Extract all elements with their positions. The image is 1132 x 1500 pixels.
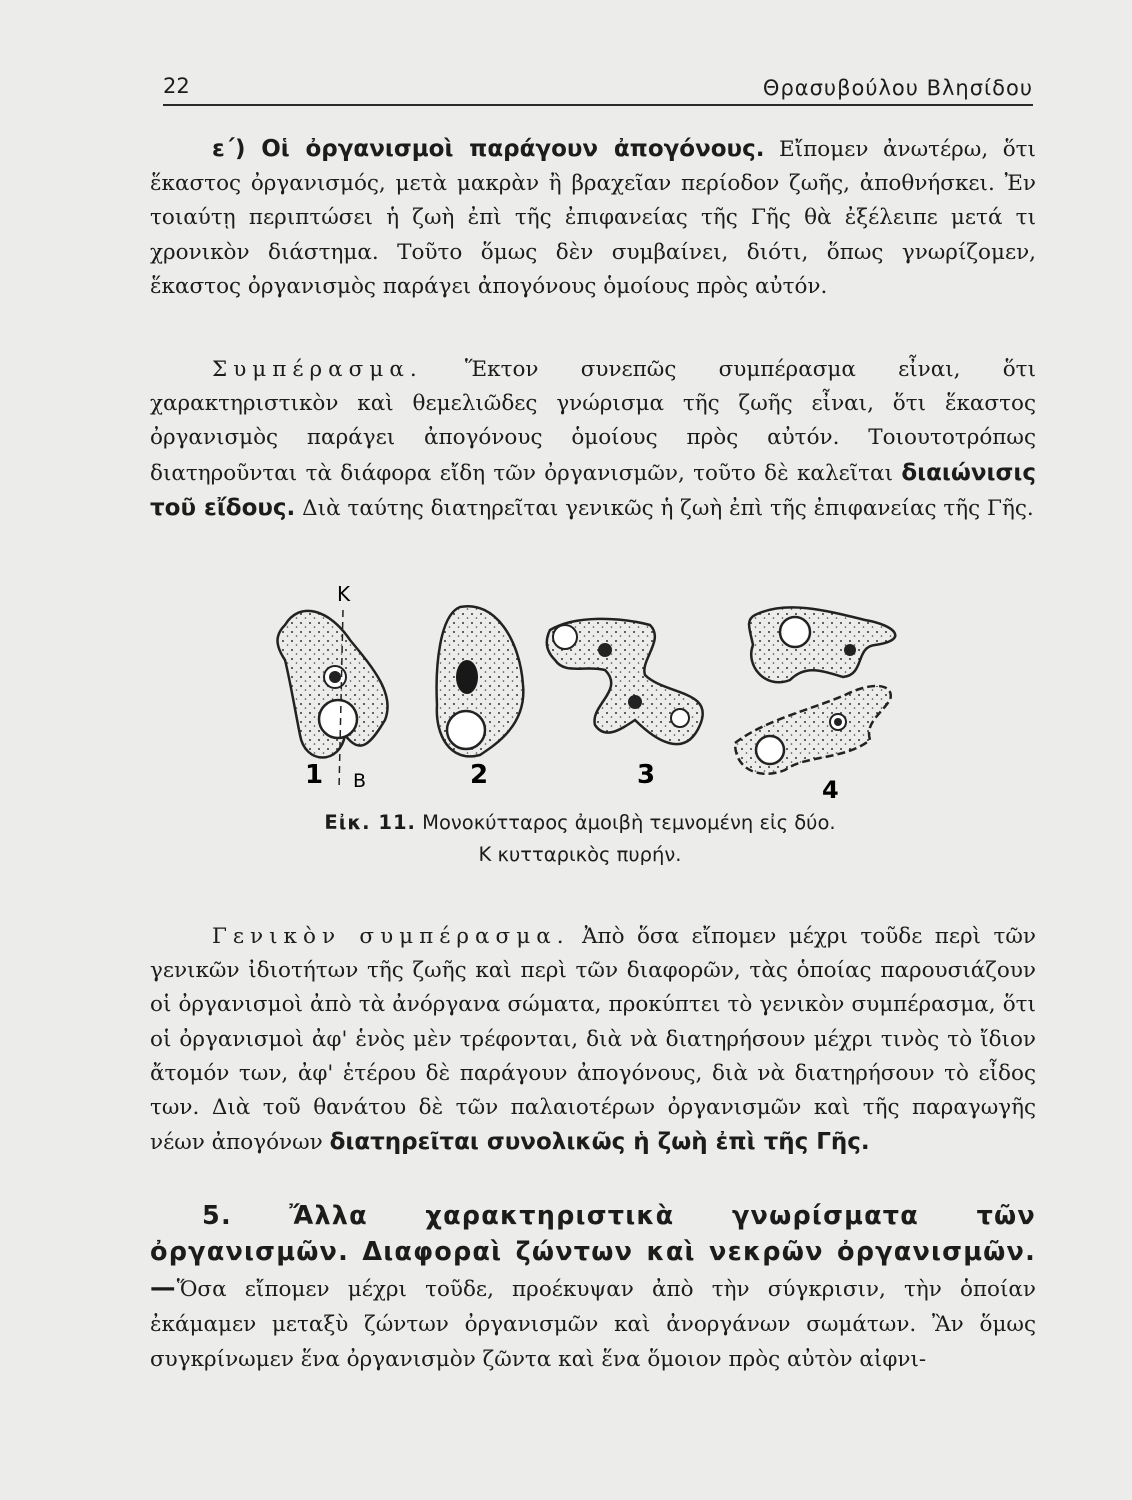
figure-caption xyxy=(200,811,960,834)
figure-caption-line-2: Κ κυτταρικὸς πυρήν. xyxy=(478,843,682,866)
paragraph-general-conclusion xyxy=(150,920,1036,1160)
panel-label-2: 2 xyxy=(470,760,489,790)
general-conclusion-body: Ἀπὸ ὅσα εἴπομεν μέχρι τοῦδε περὶ τῶν γενικῶν ἰδιοτήτων τῆς ζωῆς καὶ περὶ τῶν διαφορῶν, τὰς ὁποίας παρουσιάζουν οἱ ὀργανισμοὶ ἀπὸ τὰ ἀνόργανα σώματα, προκύπτει τὸ γενικὸν συμπέρασμα, ὅτι οἱ ὀργανισμοὶ ἀφ' ἑνὸς μὲν τρέφονται, διὰ νὰ διατηρήσουν μέχρι τινὸς τὸ ἴδιον ἄτομόν των, ἀφ' ἑτέρου δὲ παράγουν ἀπογόνους, διὰ νὰ διατηρήσουν τὸ εἶδος των. Διὰ τοῦ θανάτου δὲ τῶν παλαιοτέρων ὀργανισμῶν καὶ τῆς παραγωγῆς νέων ἀπογόνων xyxy=(150,924,1036,1156)
panel-label-3: 3 xyxy=(637,760,656,790)
running-head: Θρασυβούλου Βλησίδου xyxy=(762,76,1033,100)
page-header xyxy=(163,74,1033,106)
amoeba-panel-1 xyxy=(278,610,388,790)
paragraph-organisms-offspring xyxy=(150,132,1036,304)
general-conclusion-lead: Γενικὸν συμπέρασμα. xyxy=(212,924,570,949)
section-5-heading: 5. Ἄλλα χαρακτηριστικὰ γνωρίσματα τῶν ὀργανισμῶν. Διαφοραὶ ζώντων καὶ νεκρῶν ὀργανισμῶν.— xyxy=(150,1201,1036,1303)
panel-label-4: 4 xyxy=(822,776,839,804)
amoeba-panel-3 xyxy=(547,619,703,744)
caption-label: Εἰκ. 11. xyxy=(324,811,416,834)
paragraph-body: Εἴπομεν ἀνωτέρω, ὅτι ἕκαστος ὀργανισμός, μετὰ μακρὰν ἢ βραχεῖαν περίοδον ζωῆς, ἀποθνήσκει. Ἐν τοιαύτῃ περιπτώσει ἡ ζωὴ ἐπὶ τῆς ἐπιφανείας τῆς Γῆς θὰ ἐξέλειπε μετά τι χρονικὸν διάστημα. Τοῦτο ὅμως δὲν συμβαίνει, διότι, ὅπως γνωρίζομεν, ἕκαστος ὀργανισμὸς παράγει ἀπογόνους ὁμοίους πρὸς αὐτόν. xyxy=(150,137,1036,299)
section-5-body: Ὅσα εἴπομεν μέχρι τοῦδε, προέκυψαν ἀπὸ τὴν σύγκρισιν, τὴν ὁποίαν ἐκάμαμεν μεταξὺ ζώντων ὀργανισμῶν καὶ ἀνοργάνων σωμάτων. Ἂν ὅμως συγκρίνωμεν ἕνα ὀργανισμὸν ζῶντα καὶ ἕνα ὅμοιον πρὸς αὐτὸν αἰφνι- xyxy=(150,1277,1036,1372)
conclusion-body: Ἕκτον συνεπῶς συμπέρασμα εἶναι, ὅτι χαρακτηριστικὸν καὶ θεμελιῶδες γνώρισμα τῆς ζωῆς εἶναι, ὅτι ἕκαστος ὀργανισμὸς παράγει ἀπογόνους ὁμοίους πρὸς αὐτόν. Τοιουτοτρόπως διατηροῦνται τὰ διάφορα εἴδη τῶν ὀργανισμῶν, τοῦτο δὲ καλεῖται xyxy=(150,357,1036,486)
conclusion-body-end: Διὰ ταύτης διατηρεῖται γενικῶς ἡ ζωὴ ἐπὶ τῆς ἐπιφανείας τῆς Γῆς. xyxy=(302,495,1034,521)
conclusion-lead: Συμπέρασμα. xyxy=(212,357,423,382)
label-b: Β xyxy=(353,770,367,792)
paragraph-conclusion xyxy=(150,353,1036,526)
caption-text: Μονοκύτταρος ἀμοιβὴ τεμνομένη εἰς δύο. xyxy=(422,811,836,834)
section-5 xyxy=(150,1199,1036,1377)
paragraph-lead-heading: ε΄) Οἱ ὀργανισμοὶ παράγουν ἀπογόνους. xyxy=(212,136,765,162)
page-number: 22 xyxy=(163,74,190,98)
amoeba-panel-2 xyxy=(437,606,524,756)
conclusion-bold-term: διαιώνισις τοῦ εἴδους. xyxy=(150,459,1036,521)
amoeba-division-figure xyxy=(245,585,905,820)
panel-label-1: 1 xyxy=(305,760,324,790)
general-conclusion-bold: διατηρεῖται συνολικῶς ἡ ζωὴ ἐπὶ τῆς Γῆς. xyxy=(329,1129,870,1156)
label-k: Κ xyxy=(337,585,351,606)
amoeba-panel-4 xyxy=(735,607,895,773)
